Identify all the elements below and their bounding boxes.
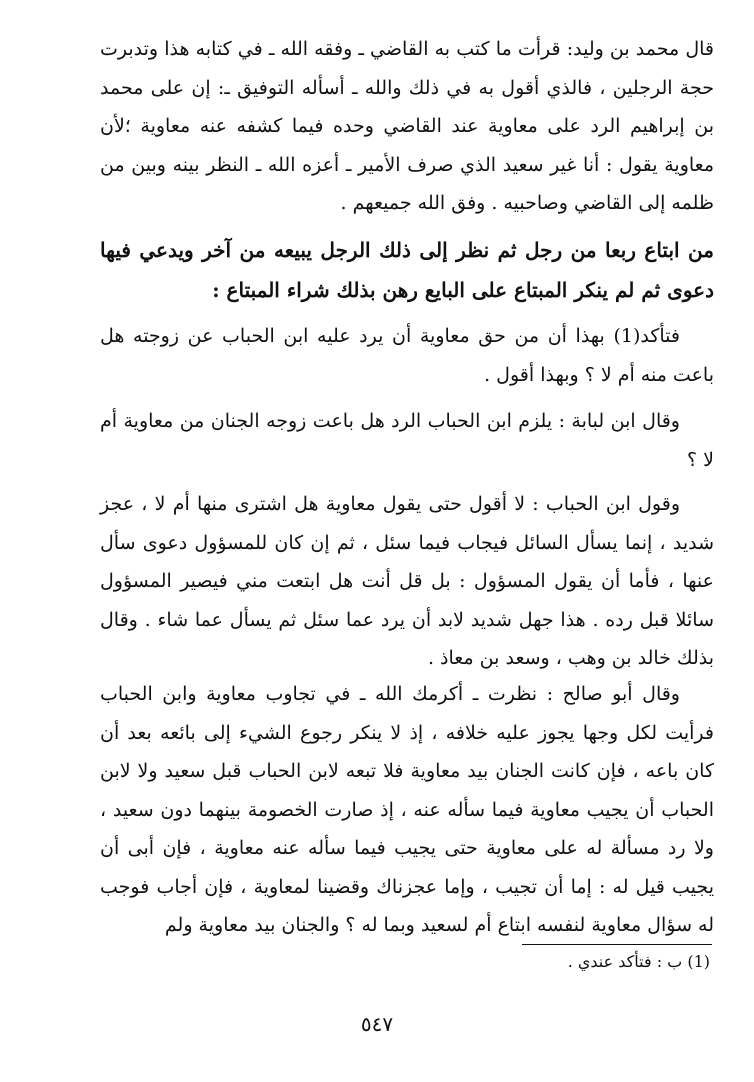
footnote: (1) ب : فتأكد عندي . (567, 952, 710, 971)
paragraph-ibn-lubaba: وقال ابن لبابة : يلزم ابن الحباب الرد هل باعت زوجه الجنان من معاوية أم لا ؟ (100, 410, 714, 471)
footnote-divider (522, 944, 712, 945)
paragraph-confirmation: فتأكد(1) بهذا أن من حق معاوية أن يرد عليه ابن الحباب عن زوجته هل باعت منه أم لا ؟ وبهذا أقول . (100, 325, 714, 386)
paragraph-opening-opinion: قال محمد بن وليد: قرأت ما كتب به القاضي ـ وفقه الله ـ في كتابه هذا وتدبرت حجة الرجلين ، فالذي أقول به في ذلك والله ـ أسأله التوفيق ـ: إن على محمد بن إبراهيم الرد على معاوية عند القاضي وحده فيما كشفه عنه معاوية ؛لأن معاوية يقول : أنا غير سعيد الذي صرف الأمير ـ أعزه الله ـ النظر بينه وبين من ظلمه إلى القاضي وصاحبيه . وفق الله جميعهم . (100, 38, 714, 214)
section-heading: من ابتاع ربعا من رجل ثم نظر إلى ذلك الرجل يبيعه من آخر ويدعي فيها دعوى ثم لم ينكر المبتاع على البايع رهن بذلك شراء المبتاع : (100, 238, 714, 302)
paragraph-abu-salih: وقال أبو صالح : نظرت ـ أكرمك الله ـ في تجاوب معاوية وابن الحباب فرأيت لكل وجها يجوز عليه خلافه ، إذ لا ينكر رجوع الشيء إلى بائعه بعد أن كان باعه ، فإن كانت الجنان بيد معاوية فلا تبعه لابن الحباب قبل سعيد ولا لابن الحباب أن يجيب معاوية فيما سأله عنه ، إذ صارت الخصومة بينهما دون سعيد ، ولا رد مسألة له على معاوية حتى يجيب فيما سأله عنه معاوية ، فإن أبى أن يجيب قيل له : إما أن تجيب ، وإما عجزناك وقضينا لمعاوية ، فإن أجاب فوجب له سؤال معاوية لنفسه ابتاع أم لسعيد وبما له ؟ والجنان بيد معاوية ولم (100, 683, 714, 936)
paragraph-ibn-al-habbab: وقول ابن الحباب : لا أقول حتى يقول معاوية هل اشترى منها أم لا ، عجز شديد ، إنما يسأل السائل فيجاب فيما سئل ، ثم إن كان للمسؤول دعوى سأل عنها ، فأما أن يقول المسؤول : بل قل أنت هل ابتعت مني فيصير المسؤول سائلا قبل رده . هذا جهل شديد لابد أن يرد عما سئل ثم يسأل عما شاء . وقال بذلك خالد بن وهب ، وسعد بن معاذ . (100, 493, 714, 669)
page-number: ٥٤٧ (360, 1012, 394, 1036)
